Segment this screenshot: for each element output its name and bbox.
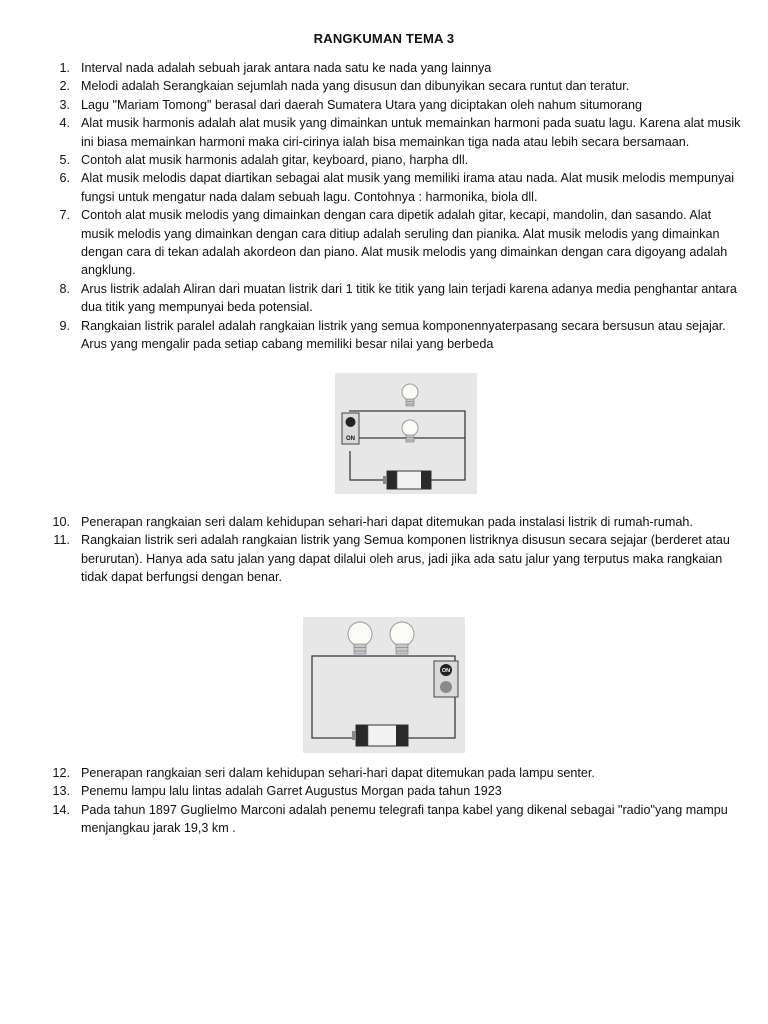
switch-icon [342,413,359,444]
item-text: Contoh alat musik harmonis adalah gitar, keyboard, piano, harpha dll. [81,153,469,168]
light-bulb-icon [402,420,418,442]
item-number: 12. [52,766,70,780]
summary-list-part-2 [0,513,768,587]
list-item [0,96,741,114]
battery-icon [352,725,408,746]
page-title: RANGKUMAN TEMA 3 [313,31,455,46]
item-text: Arus listrik adalah Aliran dari muatan listrik dari 1 titik ke titik yang lain terjadi karena adanya media penghantar antara dua titik yang mempunyai beda potensial. [81,281,737,315]
switch-label: ON [441,668,451,674]
series-circuit-diagram [303,617,465,753]
item-text: Melodi adalah Serangkaian sejumlah nada yang disusun dan dibunyikan secara runtut dan teratur. [81,79,630,94]
light-bulb-icon [390,622,414,654]
list-item [0,513,741,531]
list-item [0,169,741,206]
list-item [0,59,741,77]
list-item [0,764,741,782]
light-bulb-icon [348,622,372,654]
switch-icon [434,661,458,697]
list-item [0,151,741,169]
item-number: 13. [52,784,70,799]
item-text: Alat musik melodis dapat diartikan sebagai alat musik yang memiliki irama atau nada. Alat musik melodis mempunyai fungsi untuk mengatur nada dalam sebuah lagu. Contohnya : harmonika, biola dll. [81,171,735,204]
series-circuit-figure [303,617,465,753]
item-number: 4. [59,116,70,131]
item-number: 2. [59,79,70,94]
item-text: Contoh alat musik melodis yang dimainkan dengan cara dipetik adalah gitar, kecapi, mandolin, dan sasando. Alat musik melodis yang dimainkan dengan cara ditiup adalah seruling dan pianika. Alat musik melodis yang dimainkan dengan cara di tekan adalah akordeon dan piano. Alat musik melodis yang dimainkan dengan cara digoyang adalah angklung. [81,208,728,278]
list-item [0,782,741,800]
item-text: Rangkaian listrik seri adalah rangkaian listrik yang Semua komponen listriknya disusun secara sejajar (berderet atau berurutan). Hanya ada satu jalan yang dapat dilalui oleh arus, jadi jika ada satu jalur yang terputus maka rangkaian tidak dapat berfungsi dengan benar. [81,533,730,585]
item-number: 8. [59,281,70,296]
item-text: Lagu "Mariam Tomong" berasal dari daerah Sumatera Utara yang diciptakan oleh nahum situmorang [81,97,643,112]
item-number: 11. [53,533,70,548]
item-text: Penerapan rangkaian seri dalam kehidupan sehari-hari dapat ditemukan pada lampu senter. [81,766,595,780]
item-text: Interval nada adalah sebuah jarak antara nada satu ke nada yang lainnya [81,61,492,75]
list-item [0,317,741,354]
item-number: 7. [59,208,70,223]
list-item [0,206,741,280]
summary-list-part-3 [0,764,768,838]
item-text: Rangkaian listrik paralel adalah rangkaian listrik yang semua komponennyaterpasang secara bersusun atau sejajar. Arus yang mengalir pada setiap cabang memiliki besar nilai yang berbeda [81,318,726,352]
item-number: 10. [52,515,70,529]
item-text: Penemu lampu lalu lintas adalah Garret Augustus Morgan pada tahun 1923 [81,784,502,799]
item-text: Alat musik harmonis adalah alat musik yang dimainkan untuk memainkan harmoni pada suatu lagu. Karena alat musik ini biasa memainkan harmoni maka ciri-cirinya ialah bisa memainkan tiga nada atau lebih secara bersamaan. [81,116,741,149]
summary-list-part-1 [0,59,768,354]
list-item [0,531,741,586]
item-text: Pada tahun 1897 Guglielmo Marconi adalah penemu telegrafi tanpa kabel yang dikenal sebagai "radio"yang mampu menjangkau jarak 19,3 km . [81,802,728,836]
item-number: 9. [59,318,70,333]
item-number: 5. [59,153,70,168]
switch-label: ON [346,436,355,442]
item-number: 14. [52,802,70,817]
battery-icon [383,471,431,489]
light-bulb-icon [402,384,418,406]
item-number: 3. [59,97,70,112]
parallel-circuit-diagram [335,373,477,494]
item-number: 1. [59,61,70,75]
list-item [0,77,741,95]
list-item [0,114,741,151]
item-number: 6. [59,171,70,186]
list-item [0,801,741,838]
item-text: Penerapan rangkaian seri dalam kehidupan sehari-hari dapat ditemukan pada instalasi listrik di rumah-rumah. [81,515,693,529]
parallel-circuit-figure [335,373,477,494]
list-item [0,280,741,317]
